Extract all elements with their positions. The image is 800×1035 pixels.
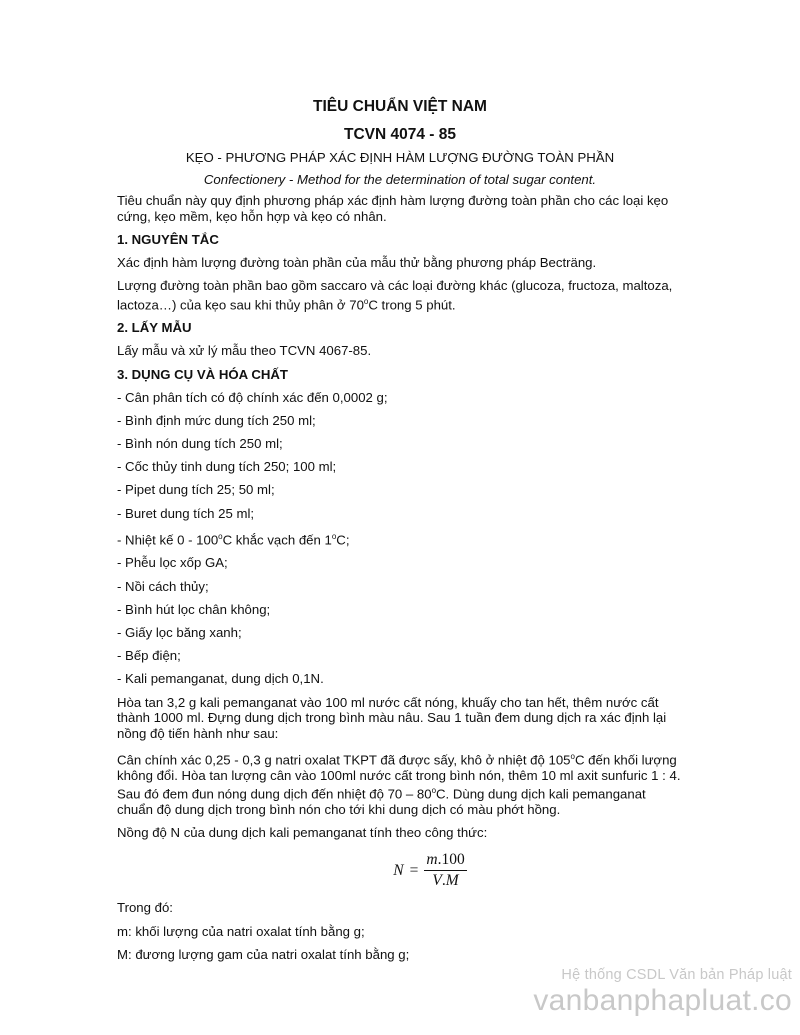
site-watermark (533, 966, 792, 1018)
document-page (117, 98, 683, 970)
english-title: Confectionery - Method for the determination of total sugar content. (203, 171, 597, 187)
list-item: - Buret dung tích 25 ml; (117, 505, 255, 521)
list-item: - Phễu lọc xốp GA; (117, 555, 228, 571)
formula-equals: = (409, 861, 419, 879)
degree-sign: o (570, 751, 575, 761)
numerator-var: m (426, 851, 438, 869)
list-item: - Giấy lọc băng xanh; (117, 624, 242, 640)
standard-code: TCVN 4074 - 85 (344, 126, 456, 143)
degree-sign: o (218, 531, 223, 541)
intro-paragraph: Tiêu chuẩn này quy định phương pháp xác định hàm lượng đường toàn phần cho các loại kẹo cứng, kẹo mềm, kẹo hỗn hợp và kẹo có nhân. (117, 193, 669, 224)
list-item: - Cân phân tích có độ chính xác đến 0,0002 g; (117, 389, 388, 405)
list-item: - Kali pemanganat, dung dịch 0,1N. (117, 671, 324, 687)
concentration-paragraph: Nồng độ N của dung dịch kali pemanganat tính theo công thức: (117, 825, 488, 841)
weigh-text-a: Cân chính xác 0,25 - 0,3 g natri oxalat TKPT đã được sấy, khô ở nhiệt độ 105 (117, 752, 571, 768)
denominator-m: M (445, 871, 459, 889)
total-sugar-text-a: Lượng đường toàn phần bao gồm saccaro và các loại đường khác (glucoza, fructoza, maltoza, lactoza…) của kẹo sau khi thủy phân ở 70 (117, 278, 673, 312)
denominator-v: V (432, 871, 442, 889)
formula-denominator (432, 871, 458, 889)
weigh-text-c: C. Dùng dung dịch kali pemanganat chuẩn độ dung dịch trong bình nón cho tới khi dung dịch có màu phớt hồng. (117, 786, 646, 817)
thermometer-text-a: - Nhiệt kế 0 - 100 (117, 532, 219, 548)
denominator-dot: . (441, 871, 446, 889)
list-item: - Cốc thủy tinh dung tích 250; 100 ml; (117, 459, 337, 475)
formula-numerator (424, 852, 466, 871)
degree-sign: o (431, 786, 437, 796)
weigh-text-b: C đến khối lượng không đổi. Hòa tan lượng cân vào 100ml nước cất trong bình nón, thêm 10 ml axit sunfuric 1 : 4. Sau đó đem đun nóng dung dịch đến nhiệt độ 70 – 80 (117, 752, 681, 802)
list-item-thermometer (117, 529, 683, 548)
total-sugar-text-b: C trong 5 phút. (368, 296, 456, 312)
watermark-line-2: vanbanphapluat.co (533, 984, 792, 1017)
formula-fraction (424, 852, 466, 888)
weigh-paragraph (117, 749, 683, 818)
numerator-rest: .100 (437, 851, 465, 869)
total-sugar-paragraph (117, 278, 683, 312)
section-3-heading: 3. DỤNG CỤ VÀ HÓA CHẤT (117, 366, 288, 382)
list-item: - Nồi cách thủy; (117, 578, 209, 594)
principle-paragraph: Xác định hàm lượng đường toàn phần của mẫu thử bằng phương pháp Becträng. (117, 254, 597, 270)
formula-lhs: N (393, 861, 404, 879)
concentration-formula (177, 848, 683, 892)
list-item: - Bình định mức dung tích 250 ml; (117, 412, 316, 428)
document-subtitle: KẸO - PHƯƠNG PHÁP XÁC ĐỊNH HÀM LƯỢNG ĐƯỜNG TOÀN PHẦN (185, 150, 615, 165)
sampling-paragraph: Lấy mẫu và xử lý mẫu theo TCVN 4067-85. (117, 343, 372, 359)
where-label: Trong đó: (117, 900, 173, 916)
section-1-heading: 1. NGUYÊN TẮC (117, 231, 219, 247)
thermometer-text-c: C; (336, 532, 350, 548)
degree-sign: o (363, 296, 369, 306)
dissolve-paragraph: Hòa tan 3,2 g kali pemanganat vào 100 ml nước cất nóng, khuấy cho tan hết, thêm nước cất thành 1000 ml. Đựng dung dịch trong bình màu nâu. Sau 1 tuần đem dung dịch ra xác định lại nồng độ tiến hành như sau: (117, 694, 667, 741)
thermometer-text-b: C khắc vạch đến 1 (222, 532, 332, 548)
list-item: - Bếp điện; (117, 648, 181, 664)
list-item: - Bình nón dung tích 250 ml; (117, 436, 283, 452)
list-item: - Pipet dung tích 25; 50 ml; (117, 482, 275, 498)
definition-M: M: đương lượng gam của natri oxalat tính bằng g; (117, 946, 410, 962)
degree-sign: o (331, 531, 337, 541)
section-2-heading: 2. LẤY MẪU (117, 320, 192, 336)
list-item: - Bình hút lọc chân không; (117, 601, 271, 617)
watermark-line-1: Hệ thống CSDL Văn bản Pháp luật (561, 967, 792, 983)
definition-m: m: khối lượng của natri oxalat tính bằng g; (117, 923, 365, 939)
standard-title: TIÊU CHUẨN VIỆT NAM (313, 98, 487, 115)
